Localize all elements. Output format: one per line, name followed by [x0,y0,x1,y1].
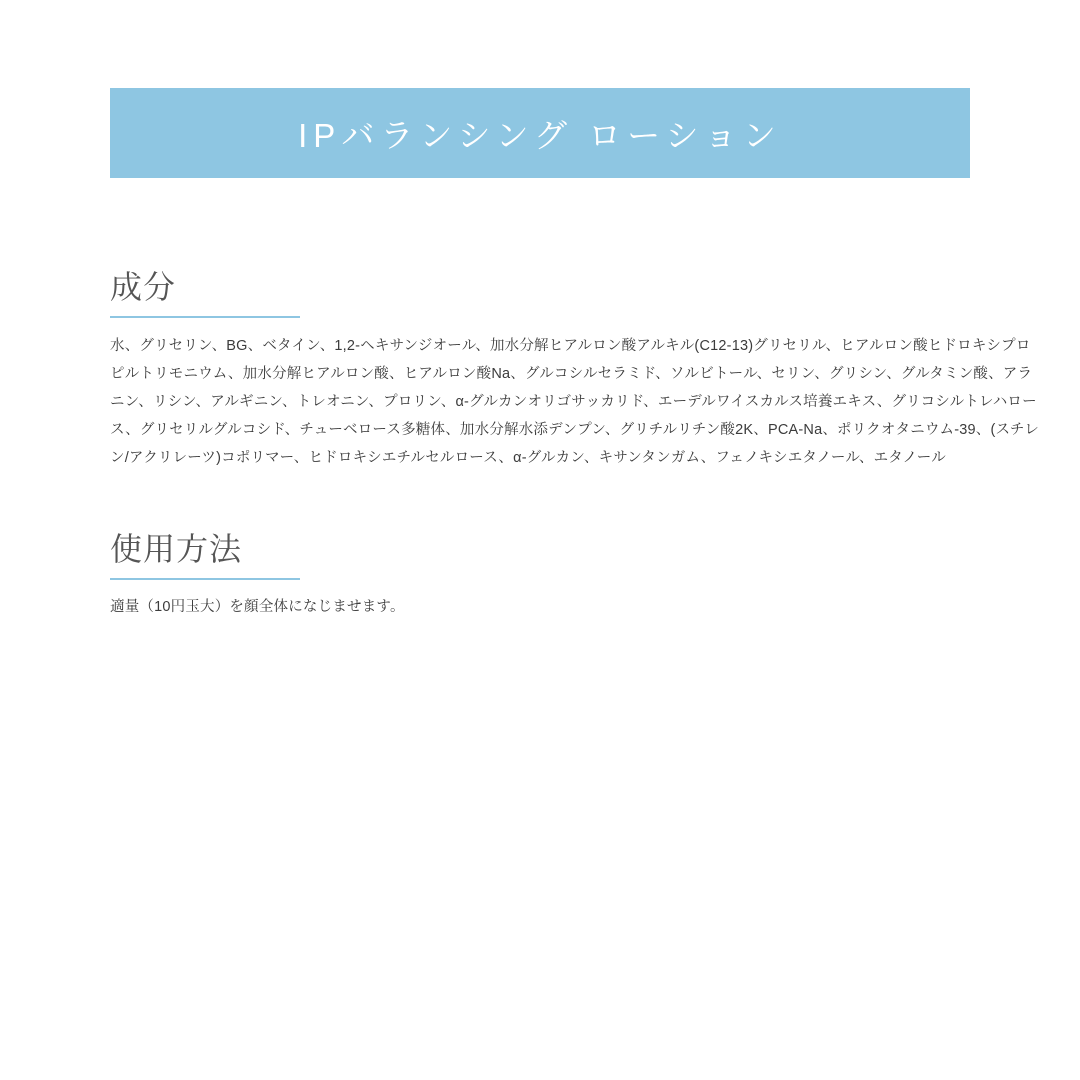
product-title-banner [110,88,970,178]
content-area [110,262,1040,666]
page-title: IPバランシング ローション [298,116,782,154]
ingredients-section [110,262,1040,472]
usage-heading: 使用方法 [110,524,300,580]
usage-text: 適量（10円玉大）を顔全体になじませます。 [110,599,405,615]
ingredients-text: 水、グリセリン、BG、ベタイン、1,2‐ヘキサンジオール、加水分解ヒアルロン酸アルキル(C12‐13)グリセリル、ヒアルロン酸ヒドロキシプロピルトリモニウム、加水分解ヒアルロン酸、ヒアルロン酸Na、グルコシルセラミド、ソルビトール、セリン、グリシン、グルタミン酸、アラニン、リシン、アルギニン、トレオニン、プロリン、α‐グルカンオリゴサッカリド、エーデルワイスカルス培養エキス、グリコシルトレハロース、グリセリルグルコシド、チューベロース多糖体、加水分解水添デンプン、グリチルリチン酸2K、PCA‐Na、ポリクオタニウム‐39、(スチレン/アクリレーツ)コポリマー、ヒドロキシエチルセルロース、α‐グルカン、キサンタンガム、フェノキシエタノール、エタノール [110,338,1040,466]
usage-section [110,524,1040,620]
ingredients-heading: 成分 [110,262,300,318]
